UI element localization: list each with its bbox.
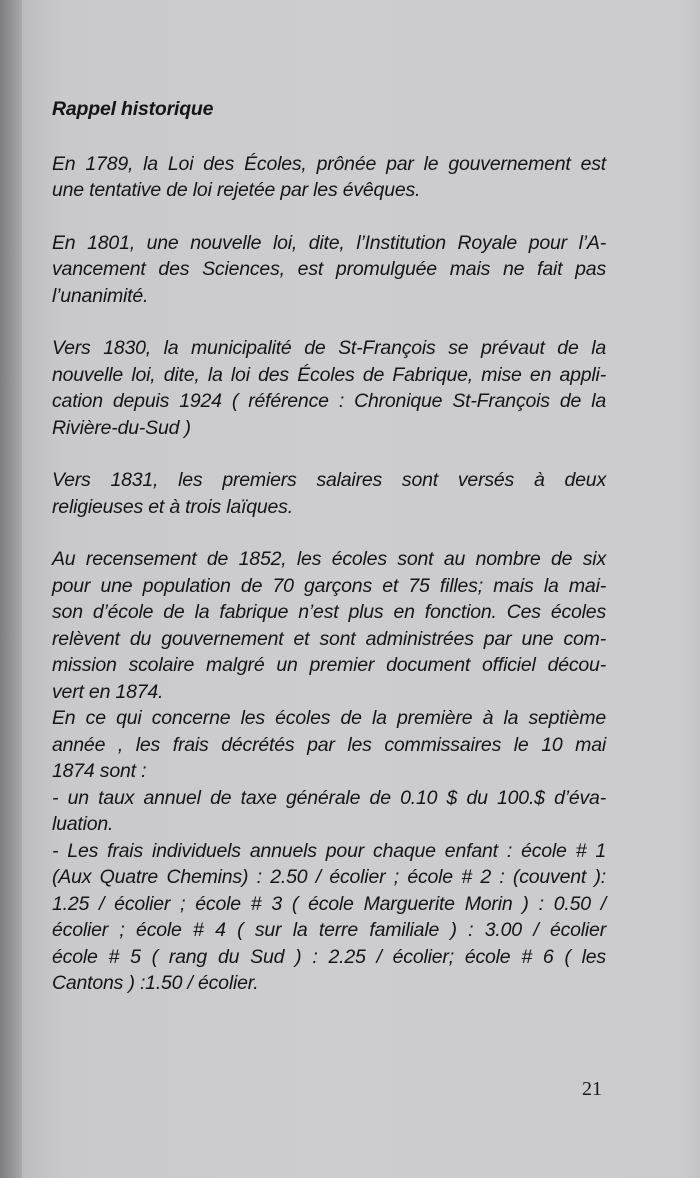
text-line: luation. <box>52 813 114 835</box>
text-line: 1.25 / écolier ; école # 3 ( école Marguerite Morin ) : 0.50 / <box>52 892 606 915</box>
text-line: nouvelle loi, dite, la loi des Écoles de Fabrique, mise en appli- <box>52 363 606 386</box>
page-gutter-shadow <box>0 0 22 1178</box>
page-text <box>52 96 606 997</box>
text-line: Vers 1830, la municipalité de St-François se prévaut de la <box>52 337 606 359</box>
text-line: Au recensement de 1852, les écoles sont au nombre de six <box>52 548 606 570</box>
text-line: Cantons ) :1.50 / écolier. <box>52 972 259 994</box>
text-line: son d’école de la fabrique n’est plus en fonction. Ces écoles <box>52 601 606 623</box>
text-line: En 1789, la Loi des Écoles, prônée par le gouvernement est <box>52 152 606 175</box>
text-line: (Aux Quatre Chemins) : 2.50 / écolier ; école # 2 : (couvent ): <box>52 866 606 888</box>
text-line: - Les frais individuels annuels pour chaque enfant : école # 1 <box>52 839 606 862</box>
text-line: relèvent du gouvernement et sont administrées par une com- <box>52 627 606 650</box>
text-line: année , les frais décrétés par les commissaires le 10 mai <box>52 733 606 756</box>
text-line: pour une population de 70 garçons et 75 filles; mais la mai- <box>52 574 606 597</box>
text-line: Rivière-du-Sud ) <box>52 416 191 439</box>
text-line: En 1801, une nouvelle loi, dite, l’Institution Royale pour l’A- <box>52 231 606 254</box>
paragraph-1801 <box>52 230 606 310</box>
text-line: l’unanimité. <box>52 284 149 307</box>
text-line: vert en 1874. <box>52 680 164 703</box>
text-line: religieuses et à trois laïques. <box>52 495 293 518</box>
text-line: une tentative de loi rejetée par les évêques. <box>52 179 421 201</box>
text-line: école # 5 ( rang du Sud ) : 2.25 / écolier; école # 6 ( les <box>52 945 606 968</box>
section-heading: Rappel historique <box>52 98 214 120</box>
paragraph-1830 <box>52 335 606 441</box>
paragraph-1831 <box>52 467 606 520</box>
text-line: cation depuis 1924 ( référence : Chronique St-François de la <box>52 390 606 412</box>
page-number: 21 <box>582 1078 602 1100</box>
paragraph-1789 <box>52 151 606 204</box>
text-line: - un taux annuel de taxe générale de 0.10 $ du 100.$ d’éva- <box>52 786 606 809</box>
paragraph-1852 <box>52 546 606 997</box>
text-line: En ce qui concerne les écoles de la première à la septième <box>52 707 606 729</box>
text-line: 1874 sont : <box>52 760 147 782</box>
text-line: mission scolaire malgré un premier document officiel décou- <box>52 654 606 676</box>
text-line: Vers 1831, les premiers salaires sont versés à deux <box>52 469 606 491</box>
text-line: vancement des Sciences, est promulguée mais ne fait pas <box>52 258 606 280</box>
text-line: écolier ; école # 4 ( sur la terre familiale ) : 3.00 / écolier <box>52 919 606 941</box>
